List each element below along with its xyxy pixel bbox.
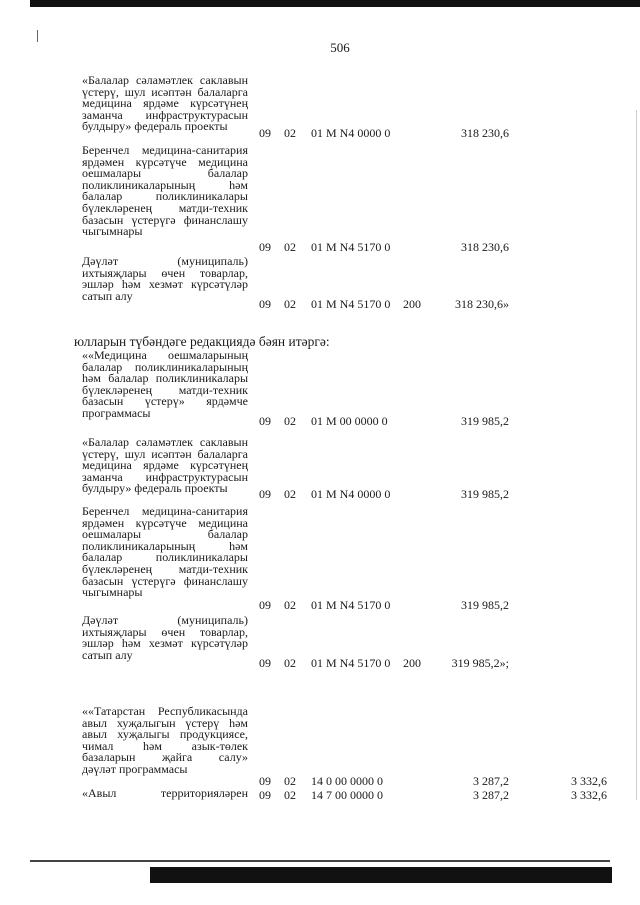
row-description — [82, 145, 248, 238]
description-line: «Балалар сәламәтлек саклавын — [82, 435, 248, 449]
amount: 318 230,6 — [461, 240, 509, 254]
razdel-code: 09 — [259, 774, 271, 788]
target-article-code: 14 0 00 0000 0 — [311, 774, 383, 788]
scan-border-top — [30, 0, 640, 7]
description-line: оешмалары балалар — [82, 166, 248, 181]
target-article-code: 01 М N4 5170 0 — [311, 598, 391, 612]
podrazdel-code: 02 — [284, 487, 296, 501]
expense-type-code: 200 — [403, 656, 421, 670]
description-line: базасын үстерүгә финанслашу — [82, 212, 248, 227]
description-line: медицина ярдәме күрсәтүнең — [82, 96, 248, 111]
description-line: Дәүләт (муниципаль) — [82, 254, 248, 268]
target-article-code: 01 М N4 0000 0 — [311, 126, 391, 140]
scan-border-bottom — [150, 867, 612, 883]
razdel-code: 09 — [259, 240, 271, 254]
razdel-code: 09 — [259, 656, 271, 670]
row-description — [82, 615, 248, 661]
description-line: сатып алу — [82, 647, 133, 662]
amount: 319 985,2 — [461, 487, 509, 501]
amount: 3 287,2 — [473, 788, 509, 802]
target-article-code: 01 М N4 0000 0 — [311, 487, 391, 501]
description-line: поликлиникаларының һәм — [82, 538, 248, 553]
description-line: балалар поликлиникалары — [82, 189, 248, 204]
description-line: поликлиникаларының һәм — [82, 177, 248, 192]
razdel-code: 09 — [259, 788, 271, 802]
description-line: базасын үстерү» ярдәмче — [82, 394, 248, 409]
amount: 3 287,2 — [473, 774, 509, 788]
page-number: 506 — [330, 40, 350, 55]
row-description — [82, 437, 248, 495]
row-description — [82, 788, 248, 800]
description-line: ««Медицина оешмаларының — [82, 348, 248, 362]
podrazdel-code: 02 — [284, 126, 296, 140]
description-line: эшләр һәм хезмәт күрсәтүләр — [82, 277, 248, 292]
description-line: ихтыяҗлары өчен товарлар, — [82, 624, 248, 639]
description-line: заманча инфраструктурасын — [82, 469, 248, 484]
amount: 319 985,2 — [461, 414, 509, 428]
description-line: чимал һәм азык-төлек — [82, 738, 248, 753]
description-line: эшләр һәм хезмәт күрсәтүләр — [82, 636, 248, 651]
podrazdel-code: 02 — [284, 598, 296, 612]
scan-streak — [636, 110, 637, 800]
description-line: Дәүләт (муниципаль) — [82, 613, 248, 627]
description-line: ««Татарстан Республикасында — [82, 704, 248, 718]
razdel-code: 09 — [259, 487, 271, 501]
description-line: авыл хуҗалыгы продукциясе, — [82, 727, 248, 742]
description-line: бүлекләренең матди-техник — [82, 200, 248, 215]
target-article-code: 01 М N4 5170 0 — [311, 656, 391, 670]
description-line: «Авыл территорияләрен — [82, 786, 248, 800]
description-line: ярдәмен күрсәтүче медицина — [82, 515, 248, 530]
description-line: базаларын җайга салу» — [82, 750, 248, 765]
description-line: Беренчел медицина-санитария — [82, 143, 248, 157]
description-line: бүлекләренең матди-техник — [82, 382, 248, 397]
razdel-code: 09 — [259, 297, 271, 311]
description-line: булдыру» федераль проекты — [82, 481, 228, 496]
description-line: оешмалары балалар — [82, 527, 248, 542]
description-line: «Балалар сәламәтлек саклавын — [82, 73, 248, 87]
target-article-code: 01 М N4 5170 0 — [311, 240, 391, 254]
amount: 318 230,6 — [461, 126, 509, 140]
podrazdel-code: 02 — [284, 240, 296, 254]
description-line: үстерү, шул исәптән балаларга — [82, 84, 248, 99]
razdel-code: 09 — [259, 126, 271, 140]
row-description — [82, 350, 248, 420]
podrazdel-code: 02 — [284, 656, 296, 670]
target-article-code: 01 М 00 0000 0 — [311, 414, 388, 428]
amount-next-year: 3 332,6 — [571, 788, 607, 802]
description-line: сатып алу — [82, 288, 133, 303]
description-line: Беренчел медицина-санитария — [82, 504, 248, 518]
scan-border-line — [30, 860, 610, 862]
description-line: бүлекләренең матди-техник — [82, 561, 248, 576]
target-article-code: 01 М N4 5170 0 — [311, 297, 391, 311]
intro-text: юлларын түбәндәге редакциядә бәян итәргә: — [74, 334, 330, 349]
description-line: дәүләт программасы — [82, 761, 188, 776]
amount: 318 230,6» — [455, 297, 509, 311]
expense-type-code: 200 — [403, 297, 421, 311]
description-line: ярдәмен күрсәтүче медицина — [82, 154, 248, 169]
amount: 319 985,2 — [461, 598, 509, 612]
description-line: авыл хуҗалыгын үстерү һәм — [82, 715, 248, 730]
description-line: программасы — [82, 405, 151, 420]
description-line: балалар поликлиникаларының — [82, 359, 248, 374]
description-line: чыгымнары — [82, 585, 143, 600]
podrazdel-code: 02 — [284, 788, 296, 802]
description-line: үстерү, шул исәптән балаларга — [82, 446, 248, 461]
description-line: ихтыяҗлары өчен товарлар, — [82, 265, 248, 280]
podrazdel-code: 02 — [284, 414, 296, 428]
podrazdel-code: 02 — [284, 774, 296, 788]
razdel-code: 09 — [259, 414, 271, 428]
description-line: булдыру» федераль проекты — [82, 119, 228, 134]
description-line: һәм балалар поликлиникалары — [82, 371, 248, 386]
description-line: чыгымнары — [82, 224, 143, 239]
razdel-code: 09 — [259, 598, 271, 612]
row-description — [82, 75, 248, 133]
amount-next-year: 3 332,6 — [571, 774, 607, 788]
row-description — [82, 256, 248, 302]
description-line: базасын үстерүгә финанслашу — [82, 573, 248, 588]
target-article-code: 14 7 00 0000 0 — [311, 788, 383, 802]
description-line: медицина ярдәме күрсәтүнең — [82, 458, 248, 473]
row-description — [82, 706, 248, 776]
podrazdel-code: 02 — [284, 297, 296, 311]
row-description — [82, 506, 248, 599]
description-line: балалар поликлиникалары — [82, 550, 248, 565]
amount: 319 985,2»; — [451, 656, 509, 670]
description-line: заманча инфраструктурасын — [82, 107, 248, 122]
